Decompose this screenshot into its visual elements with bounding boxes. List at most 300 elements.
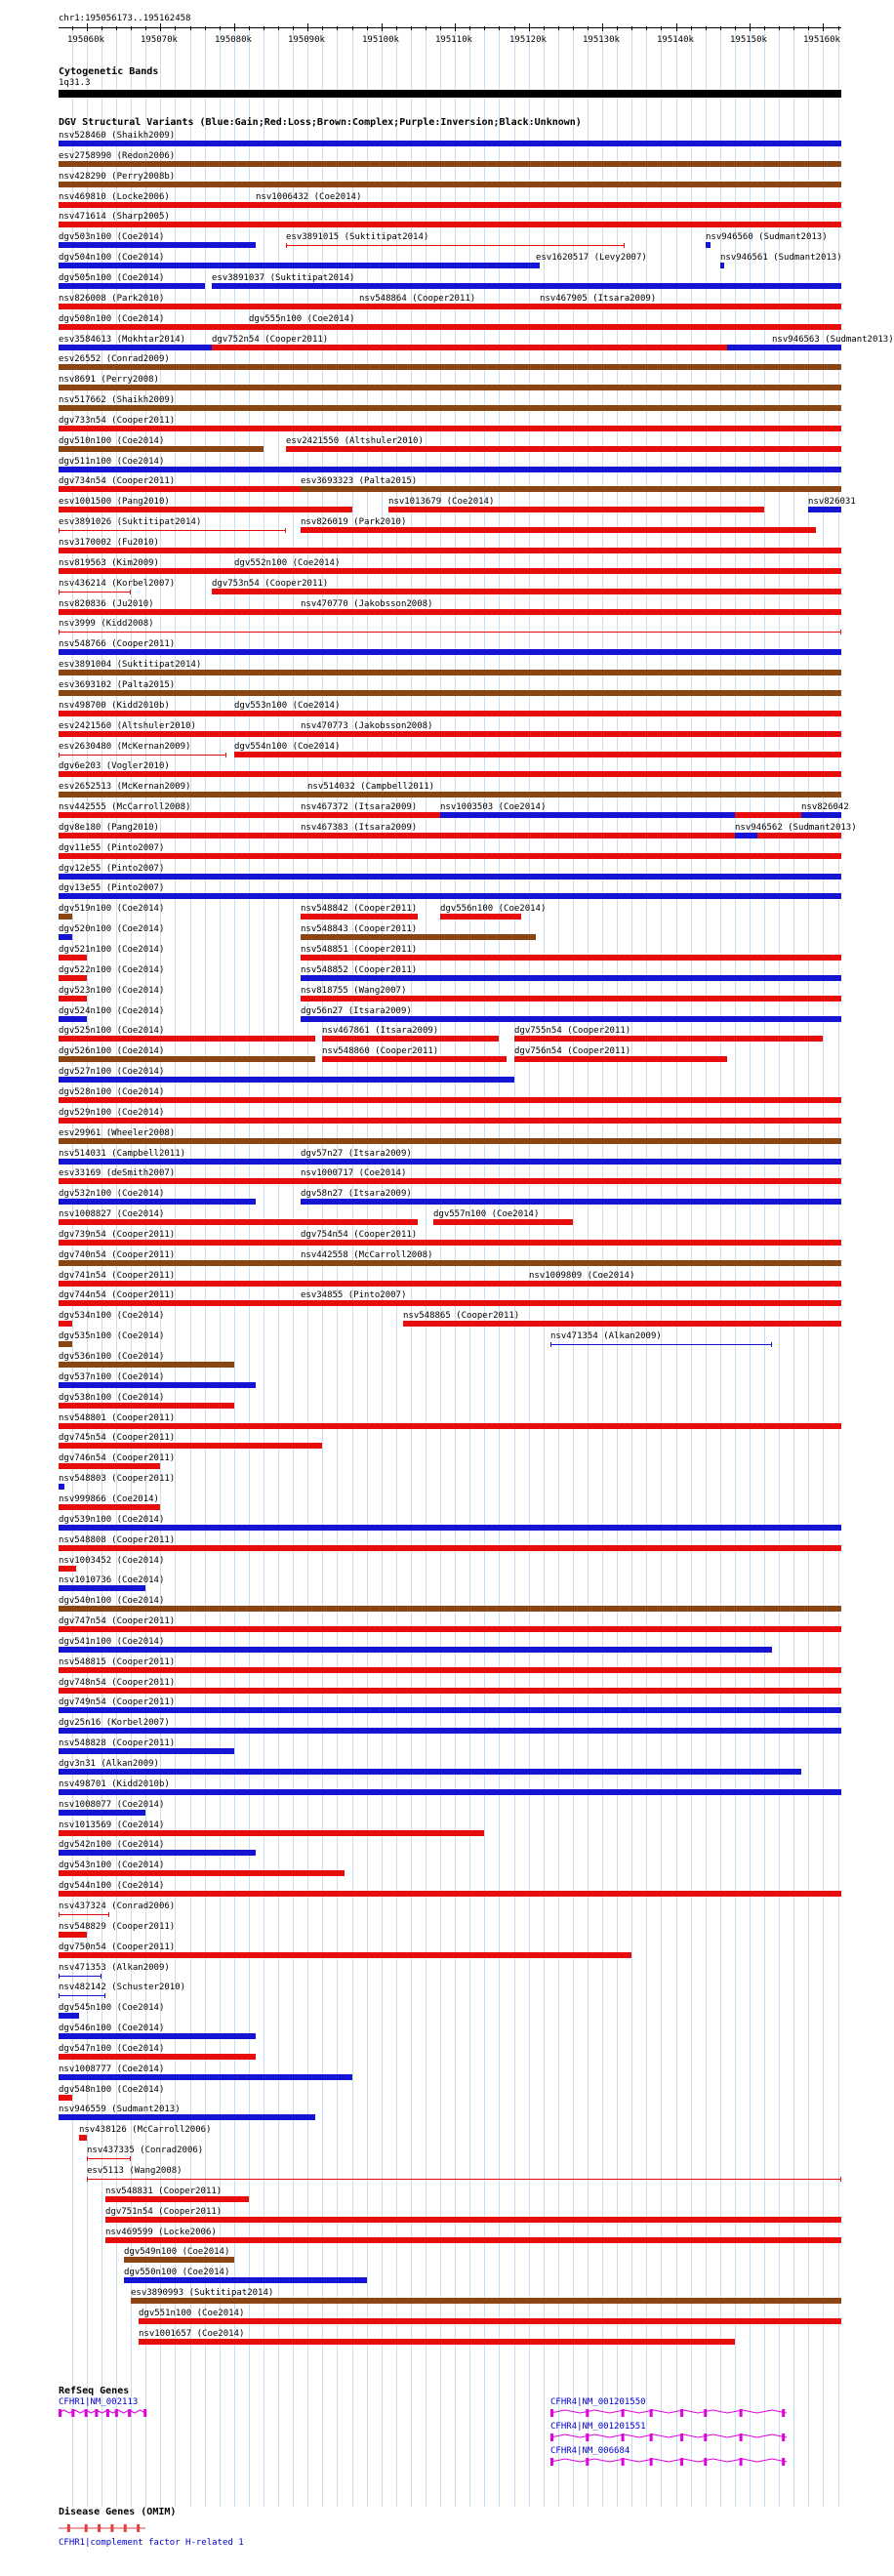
variant-bar[interactable] bbox=[59, 1423, 841, 1429]
variant-label[interactable]: dgv748n54 (Cooper2011) bbox=[59, 1678, 176, 1688]
variant-label[interactable]: dgv545n100 (Coe2014) bbox=[59, 2003, 165, 2013]
variant-label[interactable]: esv3584613 (Mokhtar2014) bbox=[59, 335, 186, 345]
variant-bar[interactable] bbox=[59, 914, 72, 920]
variant-bar[interactable] bbox=[59, 1830, 484, 1836]
variant-bar[interactable] bbox=[59, 1850, 256, 1856]
variant-label[interactable]: dgv548n100 (Coe2014) bbox=[59, 2085, 165, 2095]
variant-label[interactable]: nsv442558 (McCarroll2008) bbox=[301, 1250, 433, 1260]
variant-label[interactable]: nsv1008777 (Coe2014) bbox=[59, 2065, 165, 2074]
variant-label[interactable]: nsv471354 (Alkan2009) bbox=[550, 1331, 662, 1341]
variant-line[interactable] bbox=[87, 2179, 841, 2180]
variant-label[interactable]: nsv1009809 (Coe2014) bbox=[529, 1271, 635, 1281]
variant-label[interactable]: esv26552 (Conrad2009) bbox=[59, 354, 170, 364]
variant-bar[interactable] bbox=[59, 2013, 79, 2019]
variant-bar[interactable] bbox=[59, 1626, 841, 1632]
variant-bar[interactable] bbox=[59, 1891, 841, 1897]
variant-bar[interactable] bbox=[720, 263, 724, 268]
variant-label[interactable]: nsv826031 bbox=[808, 497, 856, 507]
variant-label[interactable]: dgv751n54 (Cooper2011) bbox=[105, 2207, 223, 2217]
variant-label[interactable]: dgv733n54 (Cooper2011) bbox=[59, 416, 176, 426]
variant-bar[interactable] bbox=[59, 548, 841, 553]
variant-label[interactable]: dgv520n100 (Coe2014) bbox=[59, 924, 165, 934]
variant-label[interactable]: nsv1001657 (Coe2014) bbox=[139, 2329, 245, 2339]
variant-label[interactable]: dgv739n54 (Cooper2011) bbox=[59, 1230, 176, 1240]
variant-bar[interactable] bbox=[59, 1118, 841, 1124]
variant-bar[interactable] bbox=[234, 711, 841, 716]
variant-label[interactable]: nsv469599 (Locke2006) bbox=[105, 2228, 217, 2237]
gene-model[interactable] bbox=[59, 2407, 147, 2419]
variant-bar[interactable] bbox=[301, 527, 816, 533]
variant-label[interactable]: esv3891015 (Suktitipat2014) bbox=[286, 232, 429, 242]
variant-bar[interactable] bbox=[307, 792, 841, 797]
variant-label[interactable]: nsv471614 (Sharp2005) bbox=[59, 212, 170, 222]
variant-label[interactable]: esv34855 (Pinto2007) bbox=[301, 1290, 407, 1300]
variant-bar[interactable] bbox=[212, 589, 841, 594]
variant-bar[interactable] bbox=[59, 1138, 841, 1144]
variant-bar[interactable] bbox=[388, 507, 764, 512]
variant-bar[interactable] bbox=[59, 1463, 160, 1469]
variant-bar[interactable] bbox=[59, 874, 841, 879]
variant-bar[interactable] bbox=[301, 1260, 841, 1266]
variant-label[interactable]: esv2421550 (Altshuler2010) bbox=[286, 436, 424, 446]
variant-label[interactable]: nsv528460 (Shaikh2009) bbox=[59, 131, 176, 141]
variant-label[interactable]: nsv946562 (Sudmant2013) bbox=[735, 823, 857, 833]
variant-label[interactable]: nsv946563 (Sudmant2013) bbox=[772, 335, 894, 345]
variant-label[interactable]: nsv826008 (Park2010) bbox=[59, 294, 165, 304]
variant-bar[interactable] bbox=[514, 1056, 727, 1062]
variant-label[interactable]: dgv536n100 (Coe2014) bbox=[59, 1352, 165, 1362]
variant-bar[interactable] bbox=[301, 486, 841, 492]
gene-model[interactable] bbox=[550, 2432, 789, 2443]
variant-bar[interactable] bbox=[59, 263, 536, 268]
variant-label[interactable]: nsv548801 (Cooper2011) bbox=[59, 1413, 176, 1423]
variant-bar[interactable] bbox=[59, 1382, 256, 1388]
variant-bar[interactable] bbox=[59, 182, 841, 187]
variant-label[interactable]: dgv58n27 (Itsara2009) bbox=[301, 1189, 412, 1199]
variant-label[interactable]: dgv505n100 (Coe2014) bbox=[59, 273, 165, 283]
variant-label[interactable]: dgv539n100 (Coe2014) bbox=[59, 1515, 165, 1525]
variant-bar[interactable] bbox=[801, 812, 841, 818]
variant-label[interactable]: dgv6e203 (Vogler2010) bbox=[59, 761, 170, 771]
variant-bar[interactable] bbox=[59, 1077, 514, 1083]
variant-label[interactable]: nsv1003503 (Coe2014) bbox=[440, 802, 547, 812]
variant-line[interactable] bbox=[550, 1344, 772, 1345]
variant-bar[interactable] bbox=[59, 1688, 841, 1694]
variant-label[interactable]: nsv437324 (Conrad2006) bbox=[59, 1901, 176, 1911]
variant-label[interactable]: dgv12e55 (Pinto2007) bbox=[59, 864, 165, 874]
variant-label[interactable]: dgv13e55 (Pinto2007) bbox=[59, 883, 165, 893]
variant-bar[interactable] bbox=[59, 1016, 87, 1022]
variant-bar[interactable] bbox=[59, 1769, 801, 1775]
variant-bar[interactable] bbox=[212, 283, 841, 289]
variant-label[interactable]: dgv541n100 (Coe2014) bbox=[59, 1637, 165, 1647]
variant-bar[interactable] bbox=[59, 1525, 841, 1531]
variant-label[interactable]: dgv753n54 (Cooper2011) bbox=[212, 579, 329, 589]
variant-label[interactable]: nsv498701 (Kidd2010b) bbox=[59, 1779, 170, 1789]
variant-label[interactable]: nsv469810 (Locke2006) bbox=[59, 192, 170, 202]
variant-bar[interactable] bbox=[59, 1341, 72, 1347]
variant-label[interactable]: nsv548842 (Cooper2011) bbox=[301, 904, 418, 914]
variant-label[interactable]: esv3891004 (Suktitipat2014) bbox=[59, 660, 202, 670]
variant-bar[interactable] bbox=[234, 752, 841, 757]
variant-bar[interactable] bbox=[301, 812, 345, 818]
variant-bar[interactable] bbox=[440, 914, 521, 920]
variant-bar[interactable] bbox=[105, 2196, 249, 2202]
variant-bar[interactable] bbox=[234, 568, 841, 574]
variant-label[interactable]: nsv1008827 (Coe2014) bbox=[59, 1209, 165, 1219]
gene-model[interactable] bbox=[550, 2456, 789, 2468]
variant-line[interactable] bbox=[59, 755, 226, 756]
variant-label[interactable]: nsv820836 (Ju2010) bbox=[59, 599, 154, 609]
variant-label[interactable]: dgv552n100 (Coe2014) bbox=[234, 558, 341, 568]
variant-label[interactable]: nsv946560 (Sudmant2013) bbox=[706, 232, 828, 242]
variant-label[interactable]: dgv744n54 (Cooper2011) bbox=[59, 1290, 176, 1300]
variant-label[interactable]: nsv1000717 (Coe2014) bbox=[301, 1168, 407, 1178]
gene-label[interactable]: CFHR4|NM_001201551 bbox=[550, 2422, 646, 2432]
variant-bar[interactable] bbox=[59, 2074, 352, 2080]
variant-bar[interactable] bbox=[59, 1362, 234, 1368]
variant-label[interactable]: esv2652513 (McKernan2009) bbox=[59, 782, 191, 792]
variant-bar[interactable] bbox=[59, 507, 352, 512]
variant-label[interactable]: dgv555n100 (Coe2014) bbox=[249, 314, 355, 324]
variant-bar[interactable] bbox=[59, 1870, 345, 1876]
variant-label[interactable]: nsv1008077 (Coe2014) bbox=[59, 1800, 165, 1810]
variant-bar[interactable] bbox=[59, 853, 841, 859]
variant-bar[interactable] bbox=[514, 1036, 823, 1042]
variant-label[interactable]: esv3693102 (Palta2015) bbox=[59, 680, 176, 690]
variant-bar[interactable] bbox=[286, 446, 841, 452]
cytoband-bar[interactable] bbox=[59, 90, 841, 98]
variant-label[interactable]: dgv734n54 (Cooper2011) bbox=[59, 476, 176, 486]
variant-label[interactable]: nsv437335 (Conrad2006) bbox=[87, 2146, 204, 2155]
variant-label[interactable]: nsv548815 (Cooper2011) bbox=[59, 1657, 176, 1667]
variant-bar[interactable] bbox=[59, 1240, 841, 1246]
variant-bar[interactable] bbox=[131, 2298, 841, 2304]
variant-label[interactable]: nsv818755 (Wang2007) bbox=[301, 986, 407, 996]
variant-bar[interactable] bbox=[59, 1707, 841, 1713]
variant-label[interactable]: dgv523n100 (Coe2014) bbox=[59, 986, 165, 996]
variant-bar[interactable] bbox=[59, 141, 841, 146]
variant-label[interactable]: nsv442555 (McCarroll2008) bbox=[59, 802, 191, 812]
variant-bar[interactable] bbox=[301, 609, 841, 615]
variant-label[interactable]: dgv528n100 (Coe2014) bbox=[59, 1087, 165, 1097]
variant-label[interactable]: nsv467372 (Itsara2009) bbox=[301, 802, 418, 812]
variant-bar[interactable] bbox=[59, 1036, 315, 1042]
variant-bar[interactable] bbox=[59, 1403, 234, 1409]
variant-bar[interactable] bbox=[529, 1281, 841, 1287]
variant-label[interactable]: nsv999866 (Coe2014) bbox=[59, 1494, 159, 1504]
variant-bar[interactable] bbox=[59, 2095, 72, 2101]
variant-label[interactable]: dgv535n100 (Coe2014) bbox=[59, 1331, 165, 1341]
variant-label[interactable]: nsv8691 (Perry2008) bbox=[59, 375, 159, 385]
gene-model[interactable] bbox=[550, 2407, 789, 2419]
variant-label[interactable]: dgv549n100 (Coe2014) bbox=[124, 2247, 230, 2257]
variant-label[interactable]: nsv548865 (Cooper2011) bbox=[403, 1311, 520, 1321]
variant-label[interactable]: dgv521n100 (Coe2014) bbox=[59, 945, 165, 955]
variant-label[interactable]: nsv548843 (Cooper2011) bbox=[301, 924, 418, 934]
variant-label[interactable]: nsv548803 (Cooper2011) bbox=[59, 1474, 176, 1484]
variant-label[interactable]: dgv3n31 (Alkan2009) bbox=[59, 1759, 159, 1769]
variant-label[interactable]: nsv548851 (Cooper2011) bbox=[301, 945, 418, 955]
variant-label[interactable]: nsv1010736 (Coe2014) bbox=[59, 1575, 165, 1585]
variant-label[interactable]: dgv544n100 (Coe2014) bbox=[59, 1881, 165, 1891]
variant-line[interactable] bbox=[59, 632, 841, 633]
variant-bar[interactable] bbox=[59, 2033, 256, 2039]
variant-label[interactable]: nsv548766 (Cooper2011) bbox=[59, 639, 176, 649]
variant-label[interactable]: nsv438126 (McCarroll2006) bbox=[79, 2125, 212, 2135]
variant-label[interactable]: dgv756n54 (Cooper2011) bbox=[514, 1046, 631, 1056]
variant-bar[interactable] bbox=[59, 1443, 322, 1449]
variant-bar[interactable] bbox=[79, 2135, 87, 2141]
variant-bar[interactable] bbox=[59, 1545, 841, 1551]
variant-label[interactable]: dgv11e55 (Pinto2007) bbox=[59, 843, 165, 853]
variant-label[interactable]: dgv553n100 (Coe2014) bbox=[234, 701, 341, 711]
variant-line[interactable] bbox=[59, 530, 286, 531]
variant-bar[interactable] bbox=[59, 771, 841, 777]
variant-bar[interactable] bbox=[139, 2339, 735, 2345]
variant-bar[interactable] bbox=[59, 222, 841, 227]
variant-bar[interactable] bbox=[59, 1728, 841, 1734]
variant-bar[interactable] bbox=[301, 996, 841, 1002]
variant-bar[interactable] bbox=[59, 1219, 418, 1225]
variant-bar[interactable] bbox=[59, 1585, 145, 1591]
variant-bar[interactable] bbox=[59, 385, 841, 390]
variant-bar[interactable] bbox=[59, 405, 841, 411]
variant-label[interactable]: nsv517662 (Shaikh2009) bbox=[59, 395, 176, 405]
variant-bar[interactable] bbox=[59, 2114, 315, 2120]
variant-bar[interactable] bbox=[59, 1748, 234, 1754]
variant-label[interactable]: esv3693323 (Palta2015) bbox=[301, 476, 418, 486]
variant-bar[interactable] bbox=[301, 975, 841, 981]
variant-label[interactable]: nsv3170002 (Fu2010) bbox=[59, 538, 159, 548]
variant-label[interactable]: nsv819563 (Kim2009) bbox=[59, 558, 159, 568]
variant-label[interactable]: dgv550n100 (Coe2014) bbox=[124, 2268, 230, 2277]
variant-line[interactable] bbox=[59, 1914, 109, 1915]
variant-bar[interactable] bbox=[301, 1159, 841, 1165]
variant-bar[interactable] bbox=[59, 1932, 87, 1938]
variant-label[interactable]: dgv511n100 (Coe2014) bbox=[59, 457, 165, 467]
variant-bar[interactable] bbox=[59, 283, 205, 289]
variant-label[interactable]: dgv527n100 (Coe2014) bbox=[59, 1067, 165, 1077]
variant-label[interactable]: dgv526n100 (Coe2014) bbox=[59, 1046, 165, 1056]
variant-line[interactable] bbox=[59, 592, 131, 593]
variant-label[interactable]: esv1620517 (Levy2007) bbox=[536, 253, 647, 263]
variant-bar[interactable] bbox=[59, 833, 841, 838]
variant-label[interactable]: nsv436214 (Korbel2007) bbox=[59, 579, 176, 589]
variant-line[interactable] bbox=[59, 1995, 105, 1996]
variant-label[interactable]: dgv546n100 (Coe2014) bbox=[59, 2024, 165, 2033]
variant-label[interactable]: dgv542n100 (Coe2014) bbox=[59, 1840, 165, 1850]
variant-label[interactable]: dgv534n100 (Coe2014) bbox=[59, 1311, 165, 1321]
variant-bar[interactable] bbox=[124, 2277, 367, 2283]
variant-bar[interactable] bbox=[540, 304, 841, 309]
omim-gene-label[interactable]: CFHR1|complement factor H-related 1 bbox=[59, 2538, 244, 2548]
variant-label[interactable]: dgv519n100 (Coe2014) bbox=[59, 904, 165, 914]
variant-line[interactable] bbox=[286, 245, 625, 246]
variant-label[interactable]: nsv482142 (Schuster2010) bbox=[59, 1983, 186, 1992]
variant-label[interactable]: dgv8e180 (Pang2010) bbox=[59, 823, 159, 833]
variant-label[interactable]: dgv504n100 (Coe2014) bbox=[59, 253, 165, 263]
variant-label[interactable]: nsv514032 (Campbell2011) bbox=[307, 782, 435, 792]
variant-label[interactable]: nsv514031 (Campbell2011) bbox=[59, 1149, 186, 1159]
variant-label[interactable]: nsv548829 (Cooper2011) bbox=[59, 1922, 176, 1932]
gene-label[interactable]: CFHR4|NM_001201550 bbox=[550, 2397, 646, 2407]
variant-label[interactable]: nsv1013569 (Coe2014) bbox=[59, 1820, 165, 1830]
variant-label[interactable]: dgv540n100 (Coe2014) bbox=[59, 1596, 165, 1606]
variant-label[interactable]: esv3890993 (Suktitipat2014) bbox=[131, 2288, 274, 2298]
variant-bar[interactable] bbox=[301, 833, 345, 838]
variant-bar[interactable] bbox=[212, 345, 727, 350]
variant-bar[interactable] bbox=[59, 161, 841, 167]
variant-label[interactable]: dgv741n54 (Cooper2011) bbox=[59, 1271, 176, 1281]
variant-label[interactable]: dgv508n100 (Coe2014) bbox=[59, 314, 165, 324]
variant-bar[interactable] bbox=[59, 670, 841, 675]
variant-bar[interactable] bbox=[59, 955, 87, 961]
variant-label[interactable]: nsv1013679 (Coe2014) bbox=[388, 497, 495, 507]
variant-bar[interactable] bbox=[59, 1606, 841, 1612]
variant-bar[interactable] bbox=[59, 1097, 841, 1103]
omim-gene-model[interactable] bbox=[59, 2522, 147, 2534]
variant-label[interactable]: dgv538n100 (Coe2014) bbox=[59, 1393, 165, 1403]
variant-bar[interactable] bbox=[322, 1056, 507, 1062]
variant-bar[interactable] bbox=[59, 1952, 631, 1958]
variant-bar[interactable] bbox=[59, 1667, 841, 1673]
variant-label[interactable]: nsv548860 (Cooper2011) bbox=[322, 1046, 439, 1056]
variant-label[interactable]: nsv1006432 (Coe2014) bbox=[256, 192, 362, 202]
variant-label[interactable]: nsv467861 (Itsara2009) bbox=[322, 1026, 439, 1036]
variant-bar[interactable] bbox=[403, 1321, 841, 1327]
variant-label[interactable]: nsv826042 bbox=[801, 802, 849, 812]
variant-label[interactable]: esv2421560 (Altshuler2010) bbox=[59, 721, 196, 731]
variant-label[interactable]: dgv745n54 (Cooper2011) bbox=[59, 1433, 176, 1443]
variant-bar[interactable] bbox=[301, 1199, 841, 1205]
variant-label[interactable]: nsv548808 (Cooper2011) bbox=[59, 1535, 176, 1545]
variant-bar[interactable] bbox=[59, 893, 841, 899]
variant-label[interactable]: esv5113 (Wang2008) bbox=[87, 2166, 183, 2176]
variant-label[interactable]: dgv752n54 (Cooper2011) bbox=[212, 335, 329, 345]
variant-bar[interactable] bbox=[59, 446, 264, 452]
variant-label[interactable]: nsv428290 (Perry2008b) bbox=[59, 172, 176, 182]
variant-label[interactable]: dgv529n100 (Coe2014) bbox=[59, 1108, 165, 1118]
variant-label[interactable]: dgv547n100 (Coe2014) bbox=[59, 2044, 165, 2054]
variant-label[interactable]: dgv749n54 (Cooper2011) bbox=[59, 1697, 176, 1707]
variant-label[interactable]: dgv754n54 (Cooper2011) bbox=[301, 1230, 418, 1240]
variant-bar[interactable] bbox=[301, 914, 418, 920]
gene-label[interactable]: CFHR1|NM_002113 bbox=[59, 2397, 139, 2407]
variant-bar[interactable] bbox=[59, 934, 72, 940]
variant-label[interactable]: dgv554n100 (Coe2014) bbox=[234, 742, 341, 752]
variant-bar[interactable] bbox=[105, 2217, 841, 2223]
variant-label[interactable]: nsv826019 (Park2010) bbox=[301, 517, 407, 527]
variant-label[interactable]: nsv548852 (Cooper2011) bbox=[301, 965, 418, 975]
variant-label[interactable]: dgv503n100 (Coe2014) bbox=[59, 232, 165, 242]
variant-bar[interactable] bbox=[706, 242, 711, 248]
variant-bar[interactable] bbox=[772, 345, 841, 350]
variant-label[interactable]: dgv25n16 (Korbel2007) bbox=[59, 1718, 170, 1728]
gene-label[interactable]: CFHR4|NM_006684 bbox=[550, 2446, 630, 2456]
variant-bar[interactable] bbox=[59, 649, 841, 655]
variant-label[interactable]: dgv557n100 (Coe2014) bbox=[433, 1209, 540, 1219]
variant-bar[interactable] bbox=[59, 364, 841, 370]
variant-bar[interactable] bbox=[59, 1484, 64, 1490]
variant-bar[interactable] bbox=[59, 2054, 256, 2060]
variant-label[interactable]: dgv551n100 (Coe2014) bbox=[139, 2309, 245, 2318]
variant-label[interactable]: dgv543n100 (Coe2014) bbox=[59, 1860, 165, 1870]
variant-label[interactable]: nsv467905 (Itsara2009) bbox=[540, 294, 657, 304]
variant-label[interactable]: dgv532n100 (Coe2014) bbox=[59, 1189, 165, 1199]
variant-label[interactable]: dgv740n54 (Cooper2011) bbox=[59, 1250, 176, 1260]
variant-label[interactable]: esv3891026 (Suktitipat2014) bbox=[59, 517, 202, 527]
variant-bar[interactable] bbox=[301, 1016, 841, 1022]
variant-label[interactable]: esv2758990 (Redon2006) bbox=[59, 151, 176, 161]
variant-bar[interactable] bbox=[301, 731, 841, 737]
variant-line[interactable] bbox=[59, 1976, 102, 1977]
variant-bar[interactable] bbox=[433, 1219, 573, 1225]
variant-bar[interactable] bbox=[256, 202, 841, 208]
variant-label[interactable]: nsv548864 (Cooper2011) bbox=[359, 294, 476, 304]
variant-label[interactable]: dgv56n27 (Itsara2009) bbox=[301, 1006, 412, 1016]
variant-bar[interactable] bbox=[59, 1321, 72, 1327]
variant-label[interactable]: dgv522n100 (Coe2014) bbox=[59, 965, 165, 975]
variant-bar[interactable] bbox=[59, 996, 87, 1002]
variant-bar[interactable] bbox=[59, 467, 841, 472]
variant-bar[interactable] bbox=[301, 1240, 396, 1246]
variant-bar[interactable] bbox=[301, 1178, 580, 1184]
variant-label[interactable]: dgv755n54 (Cooper2011) bbox=[514, 1026, 631, 1036]
variant-label[interactable]: nsv470773 (Jakobsson2008) bbox=[301, 721, 433, 731]
variant-bar[interactable] bbox=[59, 426, 841, 431]
variant-label[interactable]: nsv471353 (Alkan2009) bbox=[59, 1963, 170, 1973]
variant-label[interactable]: esv33169 (deSmith2007) bbox=[59, 1168, 176, 1178]
variant-label[interactable]: dgv57n27 (Itsara2009) bbox=[301, 1149, 412, 1159]
variant-label[interactable]: nsv548831 (Cooper2011) bbox=[105, 2187, 223, 2196]
variant-bar[interactable] bbox=[59, 1199, 256, 1205]
variant-bar[interactable] bbox=[59, 1056, 315, 1062]
variant-label[interactable]: dgv525n100 (Coe2014) bbox=[59, 1026, 165, 1036]
variant-label[interactable]: nsv470770 (Jakobsson2008) bbox=[301, 599, 433, 609]
variant-label[interactable]: esv3891037 (Suktitipat2014) bbox=[212, 273, 355, 283]
variant-label[interactable]: dgv746n54 (Cooper2011) bbox=[59, 1453, 176, 1463]
variant-label[interactable]: nsv946559 (Sudmant2013) bbox=[59, 2105, 181, 2114]
variant-label[interactable]: dgv747n54 (Cooper2011) bbox=[59, 1616, 176, 1626]
variant-label[interactable]: dgv510n100 (Coe2014) bbox=[59, 436, 165, 446]
variant-bar[interactable] bbox=[301, 955, 841, 961]
variant-bar[interactable] bbox=[59, 242, 256, 248]
variant-bar[interactable] bbox=[59, 1789, 841, 1795]
variant-bar[interactable] bbox=[59, 1566, 76, 1572]
variant-label[interactable]: dgv556n100 (Coe2014) bbox=[440, 904, 547, 914]
variant-label[interactable]: dgv524n100 (Coe2014) bbox=[59, 1006, 165, 1016]
variant-bar[interactable] bbox=[440, 812, 735, 818]
variant-label[interactable]: nsv548828 (Cooper2011) bbox=[59, 1738, 176, 1748]
variant-bar[interactable] bbox=[139, 2318, 841, 2324]
variant-label[interactable]: esv1001500 (Pang2010) bbox=[59, 497, 170, 507]
variant-bar[interactable] bbox=[105, 2237, 841, 2243]
variant-label[interactable]: dgv750n54 (Cooper2011) bbox=[59, 1942, 176, 1952]
variant-bar[interactable] bbox=[301, 934, 536, 940]
variant-bar[interactable] bbox=[735, 833, 757, 838]
variant-bar[interactable] bbox=[322, 1036, 499, 1042]
variant-label[interactable]: nsv467383 (Itsara2009) bbox=[301, 823, 418, 833]
variant-label[interactable]: dgv537n100 (Coe2014) bbox=[59, 1372, 165, 1382]
variant-label[interactable]: nsv498700 (Kidd2010b) bbox=[59, 701, 170, 711]
variant-label[interactable]: esv29961 (Wheeler2008) bbox=[59, 1128, 176, 1138]
variant-bar[interactable] bbox=[59, 1504, 160, 1510]
variant-bar[interactable] bbox=[808, 507, 841, 512]
variant-bar[interactable] bbox=[301, 1300, 742, 1306]
variant-label[interactable]: esv2630480 (McKernan2009) bbox=[59, 742, 191, 752]
variant-bar[interactable] bbox=[124, 2257, 234, 2263]
